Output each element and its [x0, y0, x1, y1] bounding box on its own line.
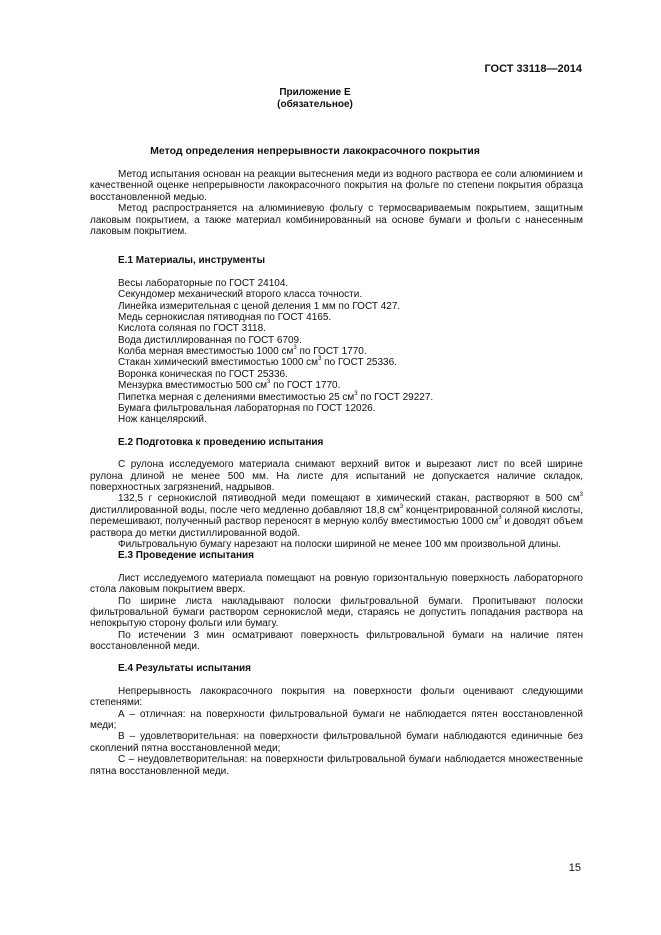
annex-title: Приложение Е — [279, 87, 351, 98]
e3-paragraph-1: Лист исследуемого материала помещают на ровную горизонтальную поверхность лабораторного стола лаковым покрытием вверх. — [90, 572, 583, 596]
e4-paragraph-3: В – удовлетворительная: на поверхности фильтровальной бумаги наблюдаются единичные без скоплений пятна восстановленной меди; — [90, 731, 583, 754]
e4-paragraph-2: А – отличная: на поверхности фильтровальной бумаги не наблюдается пятен восстановленной меди; — [90, 708, 583, 732]
e4-paragraph-1: Непрерывность лакокрасочного покрытия на поверхности фольги оценивают следующими степенями: — [90, 685, 583, 709]
list-item: Секундомер механический второго класса точности. — [118, 289, 363, 301]
list-item: Мензурка вместимостью 500 $см^3$ по ГОСТ 1770. — [118, 379, 341, 392]
list-item: Линейка измерительная с ценой деления 1 мм по ГОСТ 427. — [118, 300, 401, 312]
document-code: ГОСТ 33118—2014 — [484, 63, 582, 75]
list-item: Медь сернокислая пятиводная по ГОСТ 4165. — [118, 311, 332, 323]
list-item: Стакан химический вместимостью 1000 $см^3$ по ГОСТ 25336. — [118, 356, 397, 369]
list-item: Колба мерная вместимостью 1000 $см^3$ по ГОСТ 1770. — [118, 345, 367, 358]
e3-paragraph-3: По истечении 3 мин осматривают поверхность фильтровальной бумаги на наличие пятен восстановленной меди. — [90, 629, 583, 653]
list-item: Пипетка мерная с делениями вместимостью 25 $см^3$ по ГОСТ 29227. — [118, 390, 434, 403]
page-title: Метод определения непрерывности лакокрасочного покрытия — [150, 145, 480, 157]
materials-list — [90, 278, 583, 426]
list-item: Кислота соляная по ГОСТ 3118. — [118, 323, 266, 335]
section-heading-e4: Е.4 Результаты испытания — [118, 663, 251, 675]
intro-paragraph-2: Метод распространяется на алюминиевую фольгу с термосвариваемым покрытием, защитным лаковым покрытием, а также материал комбинированный на основе бумаги и фольги с нанесенным лаковым покрытием. — [90, 203, 583, 237]
annex-title-block — [0, 87, 630, 111]
document-body — [90, 169, 583, 777]
annex-subtitle: (обязательное) — [277, 99, 353, 110]
section-heading-e2: Е.2 Подготовка к проведению испытания — [118, 436, 324, 448]
e2-paragraph-3: Фильтровальную бумагу нарезают на полоски шириной не менее 100 мм произвольной длины. — [118, 538, 562, 550]
e3-paragraph-2: По ширине листа накладывают полоски фильтровальной бумаги. Пропитывают полоски фильтровальной бумаги раствором сернокислой меди, стараясь не допустить попадания раствора на непокрытую сторону фольги или бумагу. — [90, 595, 583, 630]
list-item: Вода дистиллированная по ГОСТ 6709. — [118, 334, 302, 346]
e2-paragraph-1: С рулона исследуемого материала снимают верхний виток и вырезают лист по всей ширине рулона длиной не менее 500 мм. На листе для испытаний не допускается наличие складок, поверхностных загрязнений, надрывов. — [90, 459, 583, 493]
e4-paragraph-4: С – неудовлетворительная: на поверхности фильтровальной бумаги наблюдается множественные пятна восстановленной меди. — [90, 754, 583, 777]
list-item: Воронка коническая по ГОСТ 25336. — [118, 368, 288, 380]
list-item: Бумага фильтровальная лабораторная по ГОСТ 12026. — [118, 403, 376, 415]
section-heading-e3: Е.3 Проведение испытания — [118, 550, 254, 562]
intro-paragraph-1: Метод испытания основан на реакции вытеснения меди из водного раствора ее соли алюминием и качественной оценке непрерывности лакокрасочного покрытия на фольге по степени покрытия образца восстановленной медью. — [90, 169, 583, 203]
page-number: 15 — [568, 862, 581, 874]
list-item: Нож канцелярский. — [118, 414, 207, 426]
list-item: Весы лабораторные по ГОСТ 24104. — [118, 277, 289, 289]
e2-paragraph-2: 132,5 г сернокислой пятиводной меди помещают в химический стакан, растворяют в 500 $см^3$ дистиллированной воды, после чего медленно добавляют 18,8 $см^3$ концентрированной соляной кислоты, перемешивают, полученный раствор переносят в мерную колбу вместимостью 1000 $см^3$ и доводят объем раствора до метки дистиллированной водой. — [90, 492, 583, 539]
section-heading-e1: Е.1 Материалы, инструменты — [118, 255, 266, 267]
